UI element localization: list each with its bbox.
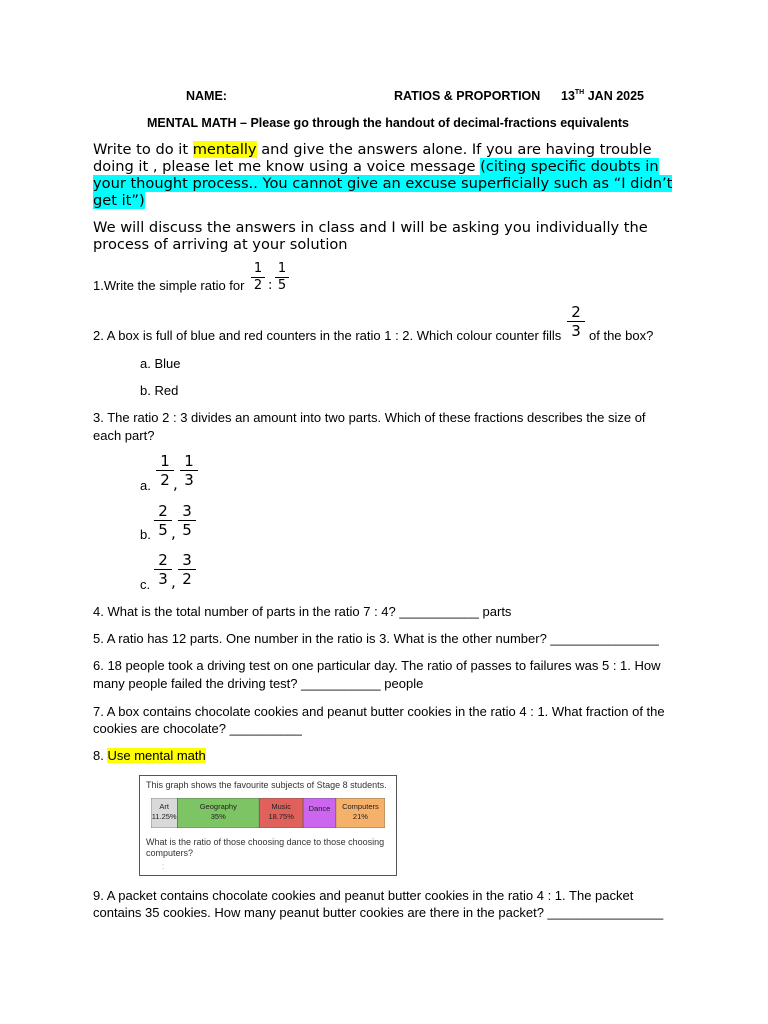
intro-line-1: Write to do it mentally and give the answers alone. If you are having trouble <box>93 141 652 158</box>
q3-option-c-fraction-2: 3 2 <box>178 552 196 587</box>
figure-caption: This graph shows the favourite subjects of Stage 8 students. <box>146 780 387 790</box>
q2-fraction: 2 3 <box>567 304 585 339</box>
intro-p2-line-1: We will discuss the answers in class and I will be asking you individually the <box>93 219 648 236</box>
worksheet-date <box>561 89 644 103</box>
bar-label-dance: Dance <box>308 804 331 813</box>
date-day: 13 <box>561 89 575 103</box>
q2-option-a: a. Blue <box>140 356 181 371</box>
bar-value-music: 18.75% <box>268 812 294 821</box>
subjects-stacked-bar-chart <box>151 798 385 828</box>
bar-label-geography: Geography <box>199 802 237 811</box>
highlight-citing: (citing specific doubts in <box>480 158 659 175</box>
q9-line-1: 9. A packet contains chocolate cookies and peanut butter cookies in the ratio 4 : 1. The packet <box>93 888 634 903</box>
figure-answer-colon: : <box>162 862 165 871</box>
q3-option-c-label: c. <box>140 577 151 592</box>
q3-option-a-fraction-2: 1 3 <box>180 453 198 488</box>
q2-text-a: 2. A box is full of blue and red counters in the ratio 1 : 2. Which colour counter fills <box>93 328 562 343</box>
highlight-use-mental-math: Use mental math <box>107 748 206 763</box>
q3-option-b-fraction-1: 2 5 <box>154 503 172 538</box>
worksheet-topic: RATIOS & PROPORTION <box>394 89 541 103</box>
bar-label-computers: Computers <box>342 802 379 811</box>
q3-line-1: 3. The ratio 2 : 3 divides an amount into two parts. Which of these fractions describes the size of <box>93 410 646 425</box>
date-rest: JAN 2025 <box>584 89 645 103</box>
figure-question: What is the ratio of those choosing dance to those choosing computers? <box>146 837 385 858</box>
q9-line-2: contains 35 cookies. How many peanut butter cookies are there in the packet? ________________ <box>93 905 664 920</box>
q3-option-c-fraction-1: 2 3 <box>154 552 172 587</box>
q1-ratio-colon: : <box>268 278 273 293</box>
q3-option-b-fraction-2: 3 5 <box>178 503 196 538</box>
date-suffix: TH <box>574 89 585 96</box>
worksheet-subtitle: MENTAL MATH – Please go through the handout of decimal-fractions equivalents <box>147 116 629 130</box>
q7-line-2: cookies are chocolate? __________ <box>93 721 302 736</box>
bar-label-art: Art <box>159 802 169 811</box>
q3-option-a-comma: , <box>173 475 178 493</box>
q2-option-b: b. Red <box>140 383 179 398</box>
q6-line-1: 6. 18 people took a driving test on one particular day. The ratio of passes to failures was 5 : 1. How <box>93 658 661 673</box>
q6-line-2: many people failed the driving test? ___________ people <box>93 676 424 691</box>
intro-line-2: doing it , please let me know using a voice message (citing specific doubts in <box>93 158 659 175</box>
q4-text: 4. What is the total number of parts in the ratio 7 : 4? ___________ parts <box>93 604 512 619</box>
subjects-figure <box>139 775 397 876</box>
q3-option-b-comma: , <box>171 524 176 542</box>
q3-option-a-label: a. <box>140 478 151 493</box>
highlight-mentally: mentally <box>192 141 257 158</box>
q5-text: 5. A ratio has 12 parts. One number in the ratio is 3. What is the other number? _______________ <box>93 631 659 646</box>
intro-line-3: your thought process.. You cannot give an excuse superficially such as “I didn’t <box>93 175 673 192</box>
bar-label-music: Music <box>271 802 291 811</box>
intro-p2-line-2: process of arriving at your solution <box>93 236 348 253</box>
q7-line-1: 7. A box contains chocolate cookies and peanut butter cookies in the ratio 4 : 1. What fraction of the <box>93 704 665 719</box>
q3-line-2: each part? <box>93 428 155 443</box>
q8-text: 8. Use mental math <box>93 748 206 763</box>
bar-segment-dance <box>303 798 336 828</box>
bar-value-art: 11.25% <box>151 812 177 821</box>
intro-line-4: get it”) <box>93 192 145 209</box>
q1-fraction-1: 1 2 <box>251 262 265 293</box>
name-label: NAME: <box>186 89 227 103</box>
q1-fraction-2: 1 5 <box>275 262 289 293</box>
bar-value-computers: 21% <box>352 812 368 821</box>
q3-option-b-label: b. <box>140 527 151 542</box>
q3-option-c-comma: , <box>171 573 176 591</box>
bar-value-geography: 35% <box>210 812 226 821</box>
q1-text: 1.Write the simple ratio for <box>93 278 245 293</box>
q2-text-b: of the box? <box>589 328 654 343</box>
q3-option-a-fraction-1: 1 2 <box>156 453 174 488</box>
